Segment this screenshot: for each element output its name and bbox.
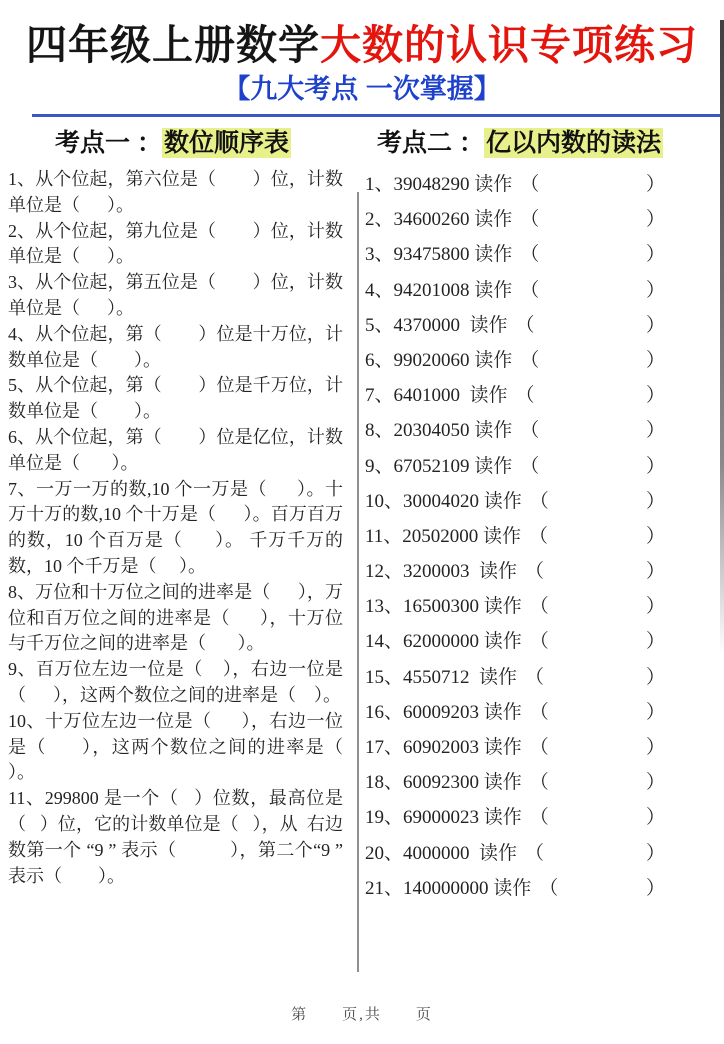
reading-item — [365, 380, 701, 415]
answer-blank-close: ） — [645, 631, 665, 653]
answer-blank-close: ） — [645, 174, 665, 195]
answer-blank-open: （ — [529, 490, 549, 512]
answer-blank-close: ） — [645, 420, 665, 442]
answer-blank-close: ） — [645, 737, 665, 758]
reading-item — [365, 310, 701, 345]
section-two-topic: 亿以内数的读法 — [485, 129, 661, 157]
reading-label: 9、67052109 读作 — [365, 455, 513, 477]
answer-blank-close: ） — [645, 701, 665, 723]
reading-item — [365, 732, 701, 767]
answer-blank-open: （ — [539, 877, 559, 899]
reading-item — [365, 239, 701, 274]
question-item: 2、从个位起，第九位是（ ）位，计数单位是（ ）。 — [8, 220, 343, 267]
answer-blank-close: ） — [645, 455, 665, 477]
reading-item — [365, 521, 701, 556]
page-subtitle: 【九大考点 一次掌握】 — [223, 74, 501, 104]
reading-item — [365, 591, 701, 626]
reading-item — [365, 838, 701, 873]
reading-label: 2、34600260 读作 — [365, 209, 513, 231]
answer-blank-close: ） — [645, 666, 665, 688]
title-topic: 大数的认识专项练习 — [320, 22, 698, 68]
worksheet-page — [0, 20, 724, 1023]
answer-blank-open: （ — [520, 279, 540, 301]
page-title — [6, 20, 718, 70]
reading-label: 20、4000000 读作 — [365, 842, 518, 864]
reading-item — [365, 662, 701, 697]
reading-label: 6、99020060 读作 — [365, 349, 513, 371]
reading-item — [365, 275, 701, 310]
question-item: 1、从个位起，第六位是（ ）位，计数单位是（ ）。 — [8, 169, 343, 215]
question-item: 5、从个位起，第（ ）位是千万位，计数单位是（ ）。 — [8, 375, 343, 422]
question-item: 3、从个位起，第五位是（ ）位，计数单位是（ ）。 — [8, 272, 343, 318]
answer-blank-open: （ — [529, 631, 549, 653]
section-two-items — [365, 167, 701, 908]
reading-item — [365, 767, 701, 802]
answer-blank-open: （ — [525, 666, 545, 688]
reading-item — [365, 169, 701, 204]
answer-blank-open: （ — [520, 244, 540, 266]
reading-label: 15、4550712 读作 — [365, 666, 518, 688]
answer-blank-close: ） — [645, 807, 665, 829]
reading-item — [365, 697, 701, 732]
reading-label: 7、6401000 读作 — [365, 385, 508, 407]
section-one-heading — [0, 126, 362, 160]
reading-item — [365, 345, 701, 380]
header-rule — [32, 114, 724, 117]
answer-blank-open: （ — [515, 314, 535, 336]
answer-blank-close: ） — [645, 772, 665, 794]
answer-blank-close: ） — [645, 561, 665, 583]
question-item: 4、从个位起，第（ ）位是十万位，计数单位是（ ）。 — [8, 323, 343, 370]
scan-edge-shadow — [720, 20, 724, 655]
reading-label: 17、60902003 读作 — [365, 737, 522, 758]
reading-label: 8、20304050 读作 — [365, 420, 513, 442]
reading-item — [365, 415, 701, 450]
reading-item — [365, 802, 701, 837]
section-two-label: 考点二 ： — [377, 129, 484, 157]
answer-blank-open: （ — [520, 349, 540, 371]
answer-blank-open: （ — [520, 174, 540, 195]
answer-blank-close: ） — [645, 385, 665, 407]
question-item: 8、万位和十万位之间的进率是（ ），万位和百万位之间的进率是（ ），十万位与千万位之间的进率是（ ）。 — [8, 581, 343, 654]
answer-blank-close: ） — [645, 525, 665, 547]
answer-blank-close: ） — [645, 314, 665, 336]
reading-label: 4、94201008 读作 — [365, 279, 513, 301]
reading-label: 14、62000000 读作 — [365, 631, 522, 653]
section-one-questions — [0, 167, 357, 908]
section-two-heading — [362, 126, 663, 160]
answer-blank-open: （ — [529, 596, 549, 618]
answer-blank-open: （ — [529, 737, 549, 758]
title-course: 四年级上册数学 — [26, 22, 320, 68]
reading-item — [365, 556, 701, 591]
column-divider — [357, 192, 359, 972]
reading-label: 5、4370000 读作 — [365, 314, 508, 336]
answer-blank-close: ） — [645, 244, 665, 266]
answer-blank-open: （ — [515, 385, 535, 407]
question-item: 7、一万一万的数,10 个一万是（ ）。十万十万的数,10 个十万是（ ）。百万百万的数，10 个百万是（ ）。 千万千万的数，10 个千万是（ ）。 — [8, 478, 343, 576]
reading-item — [365, 873, 701, 908]
answer-blank-close: ） — [645, 490, 665, 512]
reading-item — [365, 486, 701, 521]
reading-label: 1、39048290 读作 — [365, 174, 513, 195]
question-item: 11、299800 是一个（ ）位数，最高位是（ ）位，它的计数单位是（ ），从 右边数第一个 “9 ” 表示（ ），第二个“9 ” 表示（ ）。 — [8, 788, 348, 886]
answer-blank-open: （ — [525, 842, 545, 864]
reading-label: 12、3200003 读作 — [365, 561, 518, 583]
answer-blank-open: （ — [525, 561, 545, 583]
reading-label: 11、20502000 读作 — [365, 525, 522, 547]
answer-blank-open: （ — [520, 209, 540, 231]
answer-blank-open: （ — [529, 525, 549, 547]
answer-blank-close: ） — [645, 209, 665, 231]
reading-item — [365, 204, 701, 239]
reading-label: 10、30004020 读作 — [365, 490, 522, 512]
reading-label: 21、140000000 读作 — [365, 877, 532, 899]
question-item: 6、从个位起，第（ ）位是亿位，计数单位是（ ）。 — [8, 426, 343, 473]
reading-label: 13、16500300 读作 — [365, 596, 522, 618]
answer-blank-close: ） — [645, 279, 665, 301]
reading-item — [365, 626, 701, 661]
question-item: 10、十万位左边一位是（ ），右边一位是（ ），这两个数位之间的进率是（ ）。 — [8, 710, 357, 783]
answer-blank-open: （ — [520, 420, 540, 442]
answer-blank-open: （ — [520, 455, 540, 477]
answer-blank-close: ） — [645, 842, 665, 864]
section-one-topic: 数位顺序表 — [163, 129, 289, 157]
reading-label: 18、60092300 读作 — [365, 772, 522, 794]
answer-blank-open: （ — [529, 772, 549, 794]
section-one-label: 考点一 ： — [55, 129, 162, 157]
section-headers — [0, 126, 724, 160]
reading-label: 3、93475800 读作 — [365, 244, 513, 266]
answer-blank-close: ） — [645, 877, 665, 899]
answer-blank-close: ） — [645, 596, 665, 618]
reading-item — [365, 451, 701, 486]
page-footer: 第 页,共 页 — [291, 1007, 433, 1023]
reading-label: 19、69000023 读作 — [365, 807, 522, 829]
worksheet-body — [0, 167, 724, 908]
answer-blank-open: （ — [529, 701, 549, 723]
answer-blank-close: ） — [645, 349, 665, 371]
reading-label: 16、60009203 读作 — [365, 701, 522, 723]
answer-blank-open: （ — [529, 807, 549, 829]
question-item: 9、百万位左边一位是（ ），右边一位是（ ），这两个数位之间的进率是（ ）。 — [8, 659, 343, 705]
